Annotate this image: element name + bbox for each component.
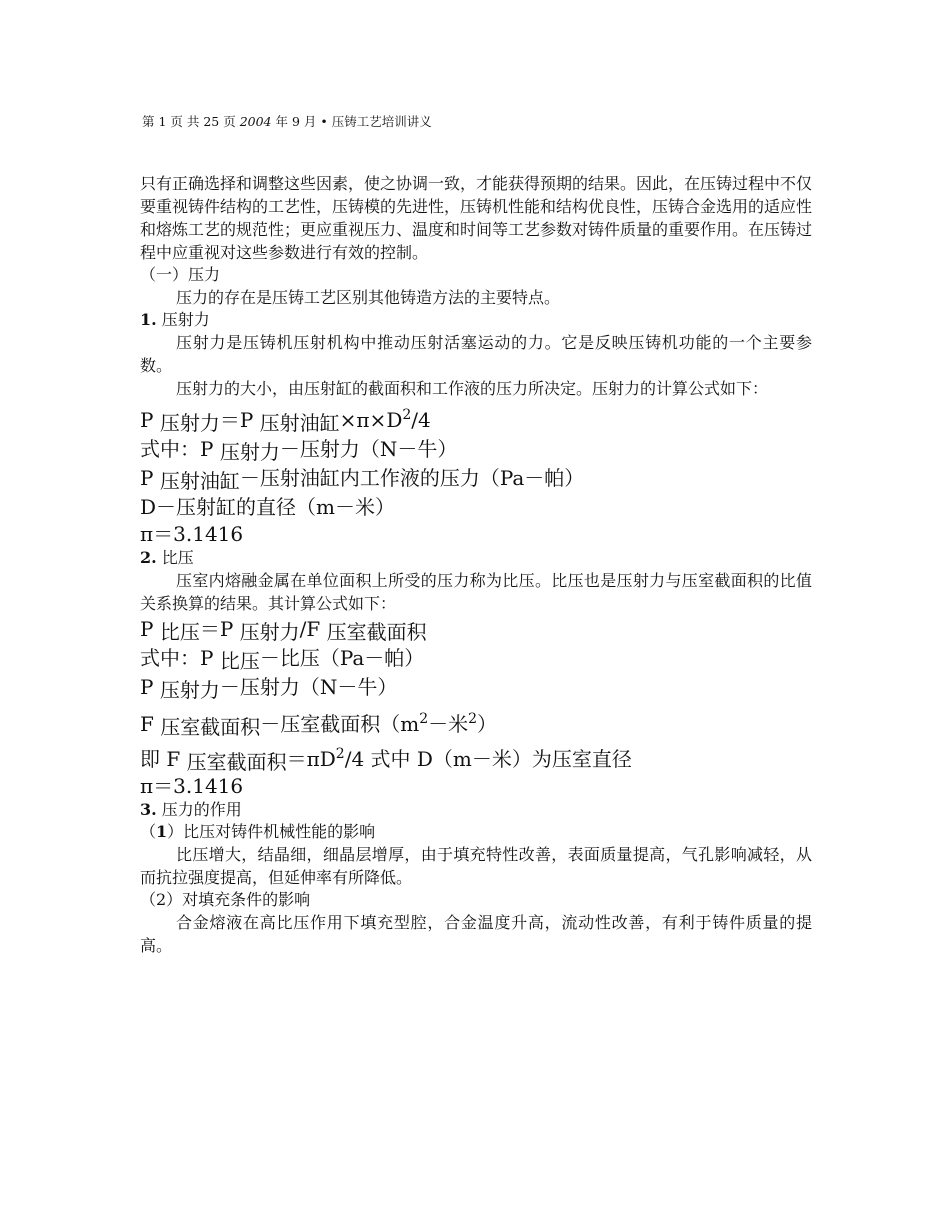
item-heading-filling-conditions: （2）对填充条件的影响 — [140, 890, 311, 909]
document-body — [140, 172, 812, 957]
subsection-title: 压力的作用 — [156, 800, 242, 819]
formula-variable-definition: P 压射力－压射力（N－牛） — [140, 675, 398, 702]
cross-section-area-formula: 即 F 压室截面积$=\pi D^2/4$ 式中 D（m－米）为压室直径 — [140, 746, 632, 774]
header-title: 年 9 月 • 压铸工艺培训讲义 — [271, 114, 432, 129]
subsection-title: 压射力 — [156, 310, 210, 329]
formula-variable-definition: D－压射缸的直径（m－米） — [140, 495, 395, 519]
specific-pressure-definition: 压室内熔融金属在单位面积上所受的压力称为比压。比压也是压射力与压室截面积的比值关系换算的结果。其计算公式如下： — [140, 571, 812, 613]
mechanical-properties-paragraph: 比压增大，结晶细，细晶层增厚，由于填充特性改善，表面质量提高，气孔影响减轻，从而抗拉强度提高，但延伸率有所降低。 — [140, 845, 812, 887]
pi-constant: π＝3.1416 — [140, 522, 244, 546]
formula-variable-definition: 式中：P 压射力－压射力（N－牛） — [140, 437, 458, 464]
item-heading-mechanical-properties: （1）比压对铸件机械性能的影响 — [140, 822, 376, 841]
header-page-info: 第 1 页 共 25 页 — [142, 114, 240, 129]
subsection-title: 比压 — [156, 548, 194, 567]
header-year: 2004 — [239, 114, 272, 129]
injection-force-description: 压射力的大小，由压射缸的截面积和工作液的压力所决定。压射力的计算公式如下： — [176, 379, 769, 398]
injection-force-definition: 压射力是压铸机压射机构中推动压射活塞运动的力。它是反映压铸机功能的一个主要参数。 — [140, 333, 812, 375]
intro-paragraph: 只有正确选择和调整这些因素，使之协调一致，才能获得预期的结果。因此，在压铸过程中不仅要重视铸件结构的工艺性，压铸模的先进性，压铸机性能和结构优良性，压铸合金选用的适应性和熔炼工艺的规范性；更应重视压力、温度和时间等工艺参数对铸件质量的重要作用。在压铸过程中应重视对这些参数进行有效的控制。 — [140, 174, 813, 262]
pi-constant: π＝3.1416 — [140, 774, 244, 798]
subsection-heading-injection-force — [140, 309, 812, 331]
specific-pressure-formula: P 比压＝P 压射力/F 压室截面积 — [140, 617, 427, 644]
subsection-heading-specific-pressure — [140, 547, 812, 569]
section-lead: 压力的存在是压铸工艺区别其他铸造方法的主要特点。 — [176, 288, 561, 307]
formula-variable-definition: F 压室截面积－压室截面积（$m^2-$米$^2$） — [140, 711, 498, 739]
section-heading-pressure: （一）压力 — [140, 265, 221, 284]
subsection-heading-pressure-effect — [140, 799, 812, 821]
page-header — [142, 112, 432, 130]
subsection-number: 3. — [140, 800, 157, 819]
formula-variable-definition: 式中：P 比压－比压（Pa－帕） — [140, 646, 425, 673]
subsection-number: 1. — [140, 310, 157, 329]
injection-force-formula: P 压射力＝P 压射油缸$\times\pi\times D^2/4$ — [140, 407, 431, 435]
filling-conditions-paragraph: 合金熔液在高比压作用下填充型腔，合金温度升高，流动性改善，有利于铸件质量的提高。 — [140, 913, 812, 955]
formula-variable-definition: P 压射油缸－压射油缸内工作液的压力（Pa－帕） — [140, 466, 585, 493]
subsection-number: 2. — [140, 548, 157, 567]
